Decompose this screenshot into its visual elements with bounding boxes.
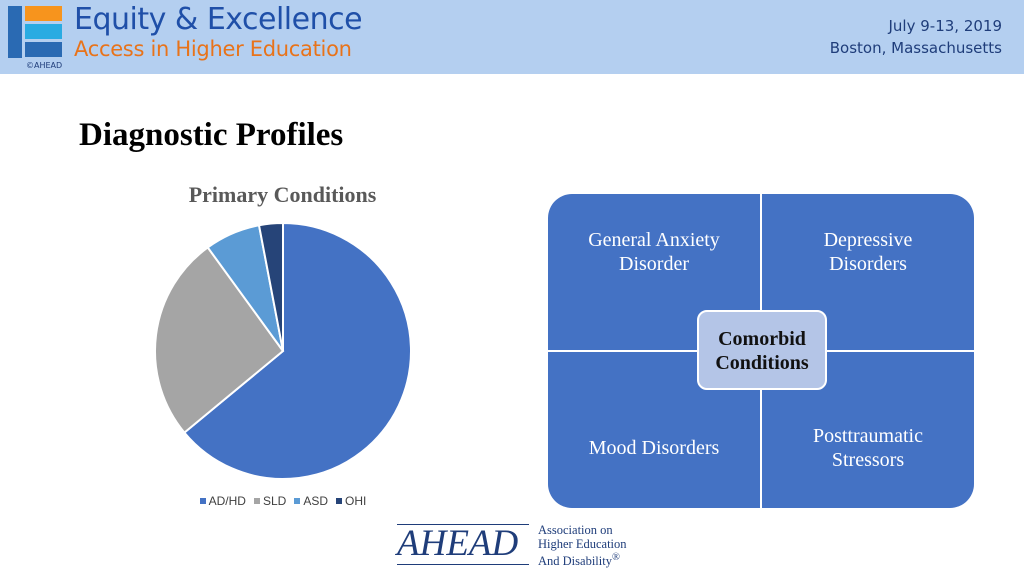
- legend-item: [336, 494, 366, 508]
- conference-location: Boston, Massachusetts: [829, 39, 1002, 57]
- comorbid-conditions-box: [697, 310, 827, 390]
- conference-subtitle: Access in Higher Education: [74, 37, 352, 61]
- legend-swatch: [294, 498, 300, 504]
- pie-chart: [150, 218, 416, 484]
- legend-swatch: [254, 498, 260, 504]
- conference-logo-icon: [8, 6, 62, 58]
- quadrant-label-line: Stressors: [831, 449, 905, 471]
- org-name-line: And Disability: [538, 554, 612, 569]
- legend-label: OHI: [345, 494, 367, 508]
- quadrant-label-line: Posttraumatic: [813, 425, 923, 447]
- ahead-logo-word: AHEAD: [397, 523, 519, 564]
- legend-label: AD/HD: [208, 494, 246, 508]
- legend-label: ASD: [303, 494, 329, 508]
- legend-swatch: [336, 498, 342, 504]
- quadrant-label-line: Mood Disorders: [588, 437, 720, 459]
- org-name-line: Association on: [538, 523, 613, 537]
- chart-legend: [150, 494, 416, 508]
- quadrant-label-line: Disorders: [829, 253, 907, 275]
- quadrant-label-line: General Anxiety: [588, 229, 720, 251]
- center-label-line: Conditions: [715, 352, 809, 374]
- legend-item: [254, 494, 286, 508]
- legend-swatch: [200, 498, 206, 504]
- conference-date: July 9-13, 2019: [888, 17, 1002, 35]
- legend-item: [200, 494, 246, 508]
- ahead-footer-logo: [397, 522, 637, 568]
- legend-label: SLD: [262, 494, 287, 508]
- quadrant-label-line: Disorder: [619, 253, 689, 275]
- org-name-line: Higher Education: [538, 537, 627, 551]
- conference-title: Equity & Excellence: [74, 2, 363, 37]
- chart-title: Primary Conditions: [188, 182, 377, 207]
- ahead-org-name: [538, 523, 627, 568]
- center-label-line: Comorbid: [718, 328, 806, 350]
- quadrant-label-line: Depressive: [823, 229, 913, 251]
- conference-banner: [0, 0, 1024, 74]
- copyright-label: ©AHEAD: [26, 61, 63, 70]
- slide-title: Diagnostic Profiles: [79, 117, 344, 153]
- registered-mark: ®: [611, 552, 620, 563]
- legend-item: [294, 494, 328, 508]
